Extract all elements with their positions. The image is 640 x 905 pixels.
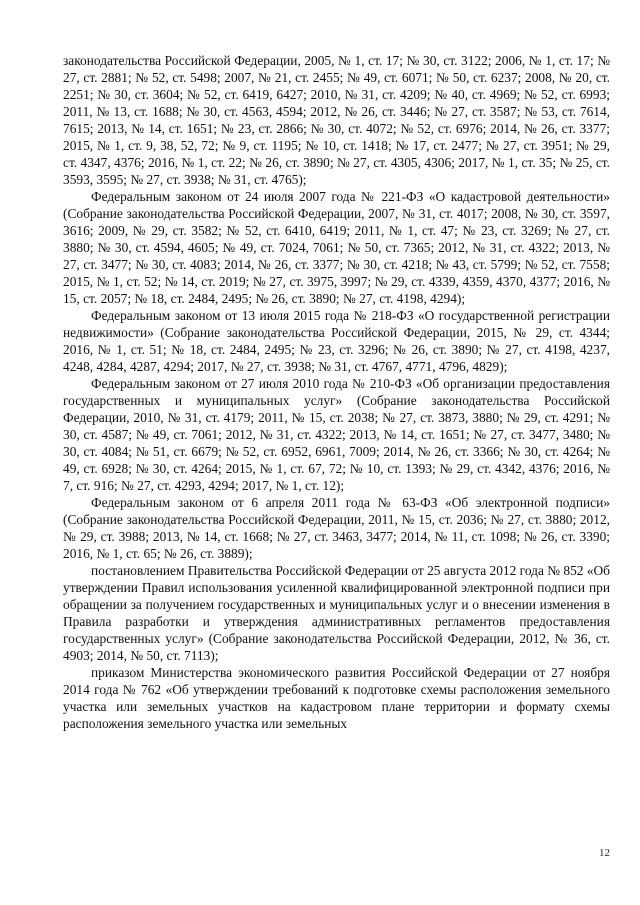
paragraph-legislation-continuation: законодательства Российской Федерации, 2005, № 1, ст. 17; № 30, ст. 3122; 2006, № 1, ст. 17; № 27, ст. 2881; № 52, ст. 5498; 2007, № 21, ст. 2455; № 49, ст. 6071; № 50, ст. 6237; 2008, № 20, ст. 2251; № 30, ст. 3604; № 52, ст. 6419, 6427; 2010, № 31, ст. 4209; № 40, ст. 4969; № 52, ст. 6993; 2011, № 13, ст. 1688; № 30, ст. 4563, 4594; 2012, № 26, ст. 3446; № 27, ст. 3587; № 53, ст. 7614, 7615; 2013, № 14, ст. 1651; № 23, ст. 2866; № 30, ст. 4072; № 52, ст. 6976; 2014, № 26, ст. 3377; 2015, № 1, ст. 9, 38, 52, 72; № 9, ст. 1195; № 10, ст. 1418; № 17, ст. 2477; № 27, ст. 3951; № 29, ст. 4347, 4376; 2016, № 1, ст. 22; № 26, ст. 3890; № 27, ст. 4305, 4306; 2017, № 1, ст. 35; № 25, ст. 3593, 3595; № 27, ст. 3938; № 31, ст. 4765);: [63, 53, 610, 187]
paragraph-real-estate-registration-law: Федеральным законом от 13 июля 2015 года № 218-ФЗ «О государственной регистрации недвижимости» (Собрание законодательства Российской Федерации, 2015, № 29, ст. 4344; 2016, № 1, ст. 51; № 18, ст. 2484, 2495; № 23, ст. 3296; № 26, ст. 3890; № 27, ст. 4198, 4237, 4248, 4284, 4287, 4294; 2017, № 27, ст. 3938; № 31, ст. 4767, 4771, 4796, 4829);: [63, 308, 610, 374]
paragraph-electronic-signature-law: Федеральным законом от 6 апреля 2011 года № 63-ФЗ «Об электронной подписи» (Собрание законодательства Российской Федерации, 2011, № 15, ст. 2036; № 27, ст. 3880; 2012, № 29, ст. 3988; 2013, № 14, ст. 1668; № 27, ст. 3463, 3477; 2014, № 11, ст. 1098; № 26, ст. 3390; 2016, № 1, ст. 65; № 26, ст. 3889);: [63, 495, 610, 561]
page-number: 12: [599, 847, 610, 859]
paragraph-government-decree-852: постановлением Правительства Российской Федерации от 25 августа 2012 года № 852 «Об утверждении Правил использования усиленной квалифицированной электронной подписи при обращении за получением государственных и муниципальных услуг и о внесении изменения в Правила разработки и утверждения административных регламентов предоставления государственных услуг» (Собрание законодательства Российской Федерации, 2012, № 36, ст. 4903; 2014, № 50, ст. 7113);: [63, 563, 610, 663]
paragraph-ministry-order-762: приказом Министерства экономического развития Российской Федерации от 27 ноября 2014 года № 762 «Об утверждении требований к подготовке схемы расположения земельного участка или земельных участков на кадастровом плане территории и формату схемы расположения земельного участка или земельных: [63, 665, 610, 731]
paragraph-cadastral-activity-law: Федеральным законом от 24 июля 2007 года № 221-ФЗ «О кадастровой деятельности» (Собрание законодательства Российской Федерации, 2007, № 31, ст. 4017; 2008, № 30, ст. 3597, 3616; 2009, № 29, ст. 3582; № 52, ст. 6410, 6419; 2011, № 1, ст. 47; № 23, ст. 3269; № 27, ст. 3880; № 30, ст. 4594, 4605; № 49, ст. 7024, 7061; № 50, ст. 7365; 2012, № 31, ст. 4322; 2013, № 27, ст. 3477; № 30, ст. 4083; 2014, № 26, ст. 3377; № 30, ст. 4218; № 43, ст. 5799; № 52, ст. 7558; 2015, № 1, ст. 52; № 14, ст. 2019; № 27, ст. 3975, 3997; № 29, ст. 4339, 4359, 4370, 4377; 2016, № 15, ст. 2057; № 18, ст. 2484, 2495; № 26, ст. 3890; № 27, ст. 4198, 4294);: [63, 189, 610, 306]
paragraph-state-services-law: Федеральным законом от 27 июля 2010 года № 210-ФЗ «Об организации предоставления государственных и муниципальных услуг» (Собрание законодательства Российской Федерации, 2010, № 31, ст. 4179; 2011, № 15, ст. 2038; № 27, ст. 3873, 3880; № 29, ст. 4291; № 30, ст. 4587; № 49, ст. 7061; 2012, № 31, ст. 4322; 2013, № 14, ст. 1651; № 27, ст. 3477, 3480; № 30, ст. 4084; № 51, ст. 6679; № 52, ст. 6952, 6961, 7009; 2014, № 26, ст. 3366; № 30, ст. 4264; № 49, ст. 6928; № 30, ст. 4264; 2015, № 1, ст. 67, 72; № 10, ст. 1393; № 29, ст. 4342, 4376; 2016, № 7, ст. 916; № 27, ст. 4293, 4294; 2017, № 1, ст. 12);: [63, 376, 610, 493]
document-body: [63, 52, 610, 732]
